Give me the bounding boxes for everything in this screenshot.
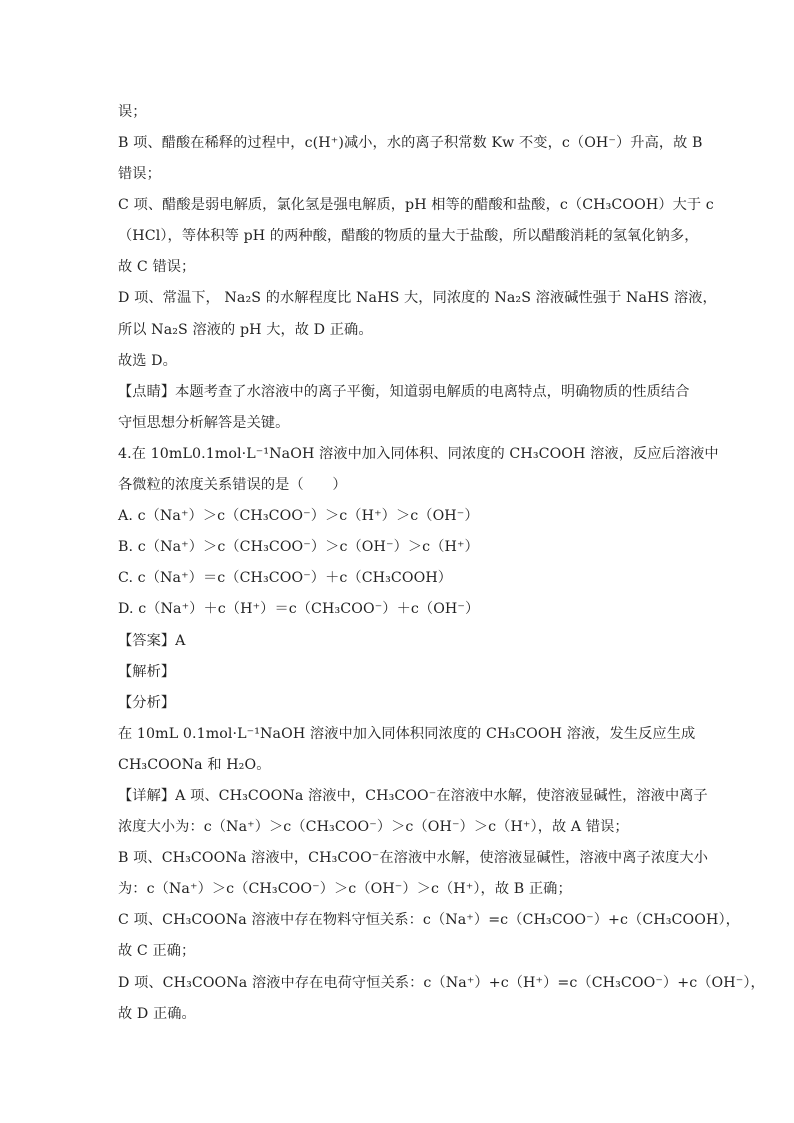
text-line: CH₃COONa 和 H₂O。	[118, 757, 271, 773]
text-line: 错误；	[118, 166, 161, 182]
analysis-sub-heading: 【分析】	[118, 695, 176, 711]
detail-heading-line: 【详解】A 项、CH₃COONa 溶液中，CH₃COO⁻在溶液中水解，使溶液显碱性，溶液中离子	[118, 788, 708, 804]
text-line: 所以 Na₂S 溶液的 pH 大，故 D 正确。	[118, 322, 373, 338]
option-d: D. c（Na⁺）＋c（H⁺）＝c（CH₃COO⁻）＋c（OH⁻）	[118, 601, 480, 617]
text-line: 误；	[118, 104, 147, 120]
text-line: 在 10mL 0.1mol·L⁻¹NaOH 溶液中加入同体积同浓度的 CH₃COOH 溶液，发生反应生成	[118, 726, 696, 742]
text-line: 守恒思想分析解答是关键。	[118, 415, 290, 431]
text-line: 为：c（Na⁺）＞c（CH₃COO⁻）＞c（OH⁻）＞c（H⁺），故 B 正确；	[118, 881, 572, 897]
text-line: B 项、醋酸在稀释的过程中，c(H⁺)减小，水的离子积常数 Kw 不变，c（OH⁻）升高，故 B	[118, 135, 703, 151]
option-a: A. c（Na⁺）＞c（CH₃COO⁻）＞c（H⁺）＞c（OH⁻）	[118, 508, 479, 524]
tip-heading-line: 【点睛】本题考查了水溶液中的离子平衡，知道弱电解质的电离特点，明确物质的性质结合	[118, 384, 690, 400]
text-line: D 项、CH₃COONa 溶液中存在电荷守恒关系：c（Na⁺）+c（H⁺）=c（CH₃COO⁻）+c（OH⁻），	[118, 975, 765, 991]
text-line: 故 D 正确。	[118, 1006, 196, 1022]
option-b: B. c（Na⁺）＞c（CH₃COO⁻）＞c（OH⁻）＞c（H⁺）	[118, 539, 479, 555]
text-line: B 项、CH₃COONa 溶液中，CH₃COO⁻在溶液中水解，使溶液显碱性，溶液中离子浓度大小	[118, 850, 709, 866]
text-line: 故 C 错误；	[118, 259, 196, 275]
option-c: C. c（Na⁺）＝c（CH₃COO⁻）＋c（CH₃COOH）	[118, 570, 453, 586]
question-line: 各微粒的浓度关系错误的是（ ）	[118, 477, 347, 493]
text-line: （HCl），等体积等 pH 的两种酸，醋酸的物质的量大于盐酸，所以醋酸消耗的氢氧化钠多，	[118, 228, 699, 244]
analysis-heading: 【解析】	[118, 664, 176, 680]
text-line: C 项、CH₃COONa 溶液中存在物料守恒关系：c（Na⁺）=c（CH₃COO⁻）+c（CH₃COOH），	[118, 912, 740, 928]
text-line: 故 C 正确；	[118, 943, 196, 959]
text-line: 浓度大小为：c（Na⁺）＞c（CH₃COO⁻）＞c（OH⁻）＞c（H⁺），故 A 错误；	[118, 819, 629, 835]
question-line: 4.在 10mL0.1mol·L⁻¹NaOH 溶液中加入同体积、同浓度的 CH₃COOH 溶液，反应后溶液中	[118, 446, 719, 462]
text-line: 故选 D。	[118, 353, 177, 369]
answer-heading: 【答案】A	[118, 633, 186, 649]
text-line: D 项、常温下， Na₂S 的水解程度比 NaHS 大，同浓度的 Na₂S 溶液碱性强于 NaHS 溶液，	[118, 290, 717, 306]
text-line: C 项、醋酸是弱电解质，氯化氢是强电解质，pH 相等的醋酸和盐酸，c（CH₃COOH）大于 c	[118, 197, 714, 213]
